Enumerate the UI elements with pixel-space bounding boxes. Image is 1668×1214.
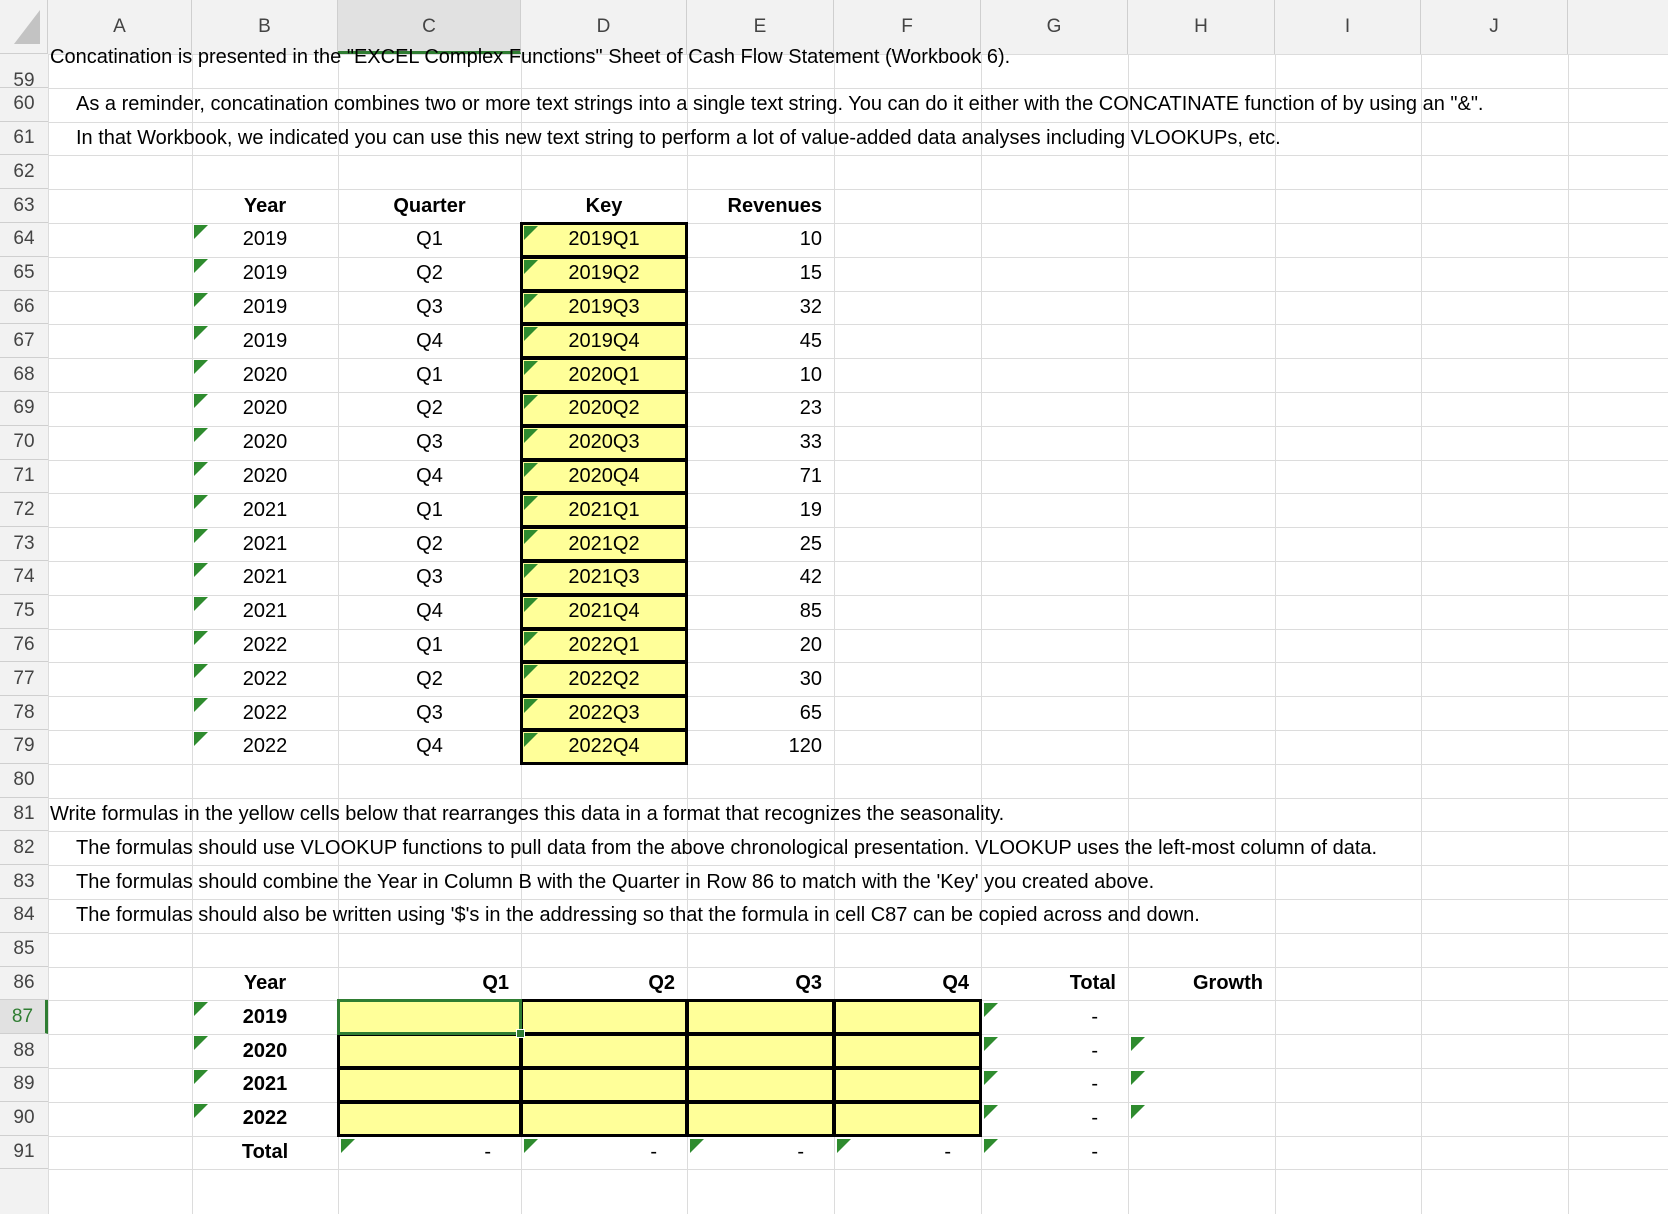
key-cell[interactable]: 2021Q3 <box>521 561 687 595</box>
year-cell[interactable]: 2022 <box>242 735 288 758</box>
row-total-cell[interactable]: - <box>1091 1005 1098 1028</box>
error-indicator-icon <box>524 564 538 578</box>
seasonal-input-cell[interactable] <box>834 1068 981 1102</box>
seasonal-input-cell[interactable] <box>687 1000 834 1034</box>
row-header-64[interactable]: 64 <box>0 223 48 257</box>
error-indicator-icon <box>524 496 538 510</box>
header-revenues: Revenues <box>727 194 822 217</box>
key-cell[interactable]: 2020Q1 <box>521 358 687 392</box>
text-row-83: The formulas should combine the Year in Column B with the Quarter in Row 86 to match with the 'Key' you created above. <box>76 870 1155 893</box>
row-header-82[interactable]: 82 <box>0 831 48 865</box>
year-cell[interactable]: 2019 <box>242 295 288 318</box>
row-header-59[interactable]: 59 <box>0 54 48 88</box>
error-indicator-icon <box>194 462 208 476</box>
key-cell[interactable]: 2019Q2 <box>521 257 687 291</box>
error-indicator-icon <box>194 1036 208 1050</box>
row-total-cell[interactable]: - <box>1091 1107 1098 1130</box>
text-row-59: Concatination is presented in the "EXCEL Complex Functions" Sheet of Cash Flow Statement (Workbook 6). <box>50 45 1011 68</box>
select-all-corner[interactable] <box>0 0 48 54</box>
revenue-cell[interactable]: 120 <box>788 735 822 758</box>
quarter-cell[interactable]: Q2 <box>416 667 443 690</box>
revenue-cell[interactable]: 71 <box>799 464 822 487</box>
column-total-cell[interactable]: - <box>797 1140 804 1163</box>
season-year-cell[interactable]: 2019 <box>242 1005 288 1028</box>
error-indicator-icon <box>194 259 208 273</box>
row-header-81[interactable]: 81 <box>0 798 48 832</box>
error-indicator-icon <box>194 631 208 645</box>
revenue-cell[interactable]: 42 <box>799 566 822 589</box>
quarter-cell[interactable]: Q2 <box>416 532 443 555</box>
seasonal-input-cell[interactable] <box>687 1068 834 1102</box>
quarter-cell[interactable]: Q3 <box>416 701 443 724</box>
row-header-68[interactable]: 68 <box>0 358 48 392</box>
row-header-75[interactable]: 75 <box>0 595 48 629</box>
grid-vline <box>48 54 49 1214</box>
row-header-83[interactable]: 83 <box>0 865 48 899</box>
revenue-cell[interactable]: 33 <box>799 431 822 454</box>
row-header-66[interactable]: 66 <box>0 291 48 325</box>
row-header-69[interactable]: 69 <box>0 392 48 426</box>
row-header-80[interactable]: 80 <box>0 764 48 798</box>
row-header-61[interactable]: 61 <box>0 122 48 156</box>
row-header-70[interactable]: 70 <box>0 426 48 460</box>
column-header-f[interactable]: F <box>834 0 981 54</box>
row-header-76[interactable]: 76 <box>0 629 48 663</box>
row-header-86[interactable]: 86 <box>0 967 48 1001</box>
error-indicator-icon <box>524 699 538 713</box>
error-indicator-icon <box>194 529 208 543</box>
quarter-cell[interactable]: Q1 <box>416 633 443 656</box>
revenue-cell[interactable]: 15 <box>799 262 822 285</box>
key-cell[interactable]: 2021Q2 <box>521 527 687 561</box>
year-cell[interactable]: 2020 <box>242 397 288 420</box>
error-indicator-icon <box>524 361 538 375</box>
column-header-e[interactable]: E <box>687 0 834 54</box>
row-header-65[interactable]: 65 <box>0 257 48 291</box>
error-indicator-icon <box>194 225 208 239</box>
column-header-d[interactable]: D <box>521 0 687 54</box>
row-header-71[interactable]: 71 <box>0 460 48 494</box>
column-header-a[interactable]: A <box>48 0 192 54</box>
key-cell[interactable]: 2022Q1 <box>521 629 687 663</box>
quarter-cell[interactable]: Q3 <box>416 431 443 454</box>
key-cell[interactable]: 2020Q3 <box>521 426 687 460</box>
error-indicator-icon <box>194 732 208 746</box>
row-header-60[interactable]: 60 <box>0 88 48 122</box>
error-indicator-icon <box>194 664 208 678</box>
season-total-label: Total <box>241 1140 289 1163</box>
seasonal-input-cell[interactable] <box>834 1102 981 1136</box>
season-year-cell[interactable]: 2021 <box>242 1073 288 1096</box>
year-cell[interactable]: 2021 <box>242 498 288 521</box>
row-header-73[interactable]: 73 <box>0 527 48 561</box>
error-indicator-icon <box>524 294 538 308</box>
season-year-cell[interactable]: 2020 <box>242 1039 288 1062</box>
revenue-cell[interactable]: 30 <box>799 667 822 690</box>
year-cell[interactable]: 2021 <box>242 532 288 555</box>
row-header-74[interactable]: 74 <box>0 561 48 595</box>
error-indicator-icon <box>194 394 208 408</box>
row-header-78[interactable]: 78 <box>0 696 48 730</box>
row-header-72[interactable]: 72 <box>0 493 48 527</box>
column-total-cell[interactable]: - <box>1091 1140 1098 1163</box>
seasonal-input-cell[interactable] <box>338 1034 521 1068</box>
seasonal-input-cell[interactable] <box>338 1068 521 1102</box>
key-cell[interactable]: 2022Q2 <box>521 662 687 696</box>
growth-cell[interactable] <box>1128 1000 1275 1034</box>
season-header-q1: Q1 <box>482 971 509 994</box>
column-header-g[interactable]: G <box>981 0 1128 54</box>
revenue-cell[interactable]: 65 <box>799 701 822 724</box>
revenue-cell[interactable]: 85 <box>799 600 822 623</box>
fill-handle[interactable] <box>516 1029 525 1038</box>
row-header-88[interactable]: 88 <box>0 1034 48 1068</box>
row-header-84[interactable]: 84 <box>0 899 48 933</box>
header-year: Year <box>243 194 287 217</box>
error-indicator-icon <box>194 698 208 712</box>
text-row-60: As a reminder, concatination combines two or more text strings into a single text string. You can do it either with the CONCATINATE function of by using an "&". <box>76 93 1484 116</box>
error-indicator-icon <box>524 530 538 544</box>
season-header-q2: Q2 <box>648 971 675 994</box>
row-header-67[interactable]: 67 <box>0 324 48 358</box>
year-cell[interactable]: 2019 <box>242 329 288 352</box>
season-header-q3: Q3 <box>795 971 822 994</box>
year-cell[interactable]: 2019 <box>242 228 288 251</box>
key-cell[interactable]: 2022Q3 <box>521 696 687 730</box>
grid-hline <box>48 764 1668 765</box>
quarter-cell[interactable]: Q2 <box>416 397 443 420</box>
quarter-cell[interactable]: Q4 <box>416 735 443 758</box>
year-cell[interactable]: 2020 <box>242 431 288 454</box>
quarter-cell[interactable]: Q1 <box>416 228 443 251</box>
error-indicator-icon <box>194 563 208 577</box>
seasonal-input-cell[interactable] <box>338 1000 521 1034</box>
error-indicator-icon <box>194 293 208 307</box>
season-header-q4: Q4 <box>942 971 969 994</box>
error-indicator-icon <box>194 597 208 611</box>
seasonal-input-cell[interactable] <box>687 1034 834 1068</box>
error-indicator-icon <box>194 1002 208 1016</box>
season-header-total: Total <box>1069 971 1116 994</box>
revenue-cell[interactable]: 23 <box>799 397 822 420</box>
year-cell[interactable]: 2022 <box>242 667 288 690</box>
error-indicator-icon <box>194 495 208 509</box>
row-header-91[interactable]: 91 <box>0 1136 48 1170</box>
text-row-61: In that Workbook, we indicated you can use this new text string to perform a lot of value-added data analyses including VLOOKUPs, etc. <box>76 126 1281 149</box>
row-header-85[interactable]: 85 <box>0 933 48 967</box>
year-cell[interactable]: 2021 <box>242 600 288 623</box>
text-row-81: Write formulas in the yellow cells below that rearranges this data in a format that recognizes the seasonality. <box>50 802 1005 825</box>
key-cell[interactable]: 2020Q4 <box>521 460 687 494</box>
column-header-i[interactable]: I <box>1275 0 1421 54</box>
revenue-cell[interactable]: 32 <box>799 295 822 318</box>
error-indicator-icon <box>524 395 538 409</box>
error-indicator-icon <box>524 665 538 679</box>
quarter-cell[interactable]: Q1 <box>416 498 443 521</box>
key-cell[interactable]: 2019Q1 <box>521 223 687 257</box>
column-header-c[interactable]: C <box>338 0 521 54</box>
year-cell[interactable]: 2022 <box>242 633 288 656</box>
growth-cell[interactable] <box>1128 1102 1275 1136</box>
revenue-cell[interactable]: 19 <box>799 498 822 521</box>
revenue-cell[interactable]: 10 <box>799 228 822 251</box>
error-indicator-icon <box>194 326 208 340</box>
season-header-year: Year <box>243 971 287 994</box>
seasonal-input-cell[interactable] <box>834 1034 981 1068</box>
header-quarter: Quarter <box>393 194 466 217</box>
error-indicator-icon <box>524 327 538 341</box>
grid-hline <box>48 933 1668 934</box>
row-header-89[interactable]: 89 <box>0 1068 48 1102</box>
key-cell[interactable]: 2021Q1 <box>521 493 687 527</box>
grid-vline <box>1275 54 1276 1214</box>
error-indicator-icon <box>194 1104 208 1118</box>
quarter-cell[interactable]: Q3 <box>416 295 443 318</box>
year-cell[interactable]: 2022 <box>242 701 288 724</box>
seasonal-input-cell[interactable] <box>338 1102 521 1136</box>
key-cell[interactable]: 2022Q4 <box>521 730 687 764</box>
quarter-cell[interactable]: Q2 <box>416 262 443 285</box>
key-cell[interactable]: 2020Q2 <box>521 392 687 426</box>
error-indicator-icon <box>194 360 208 374</box>
revenue-cell[interactable]: 25 <box>799 532 822 555</box>
error-indicator-icon <box>194 428 208 442</box>
header-key: Key <box>585 194 623 217</box>
error-indicator-icon <box>524 632 538 646</box>
year-cell[interactable]: 2019 <box>242 262 288 285</box>
seasonal-input-cell[interactable] <box>521 1034 687 1068</box>
row-header-63[interactable]: 63 <box>0 189 48 223</box>
growth-cell[interactable] <box>1128 1068 1275 1102</box>
column-total-cell[interactable]: - <box>484 1140 491 1163</box>
error-indicator-icon <box>524 463 538 477</box>
revenue-cell[interactable]: 20 <box>799 633 822 656</box>
grid-vline <box>1568 54 1569 1214</box>
quarter-cell[interactable]: Q3 <box>416 566 443 589</box>
grid-hline <box>48 155 1668 156</box>
key-cell[interactable]: 2021Q4 <box>521 595 687 629</box>
column-header-h[interactable]: H <box>1128 0 1275 54</box>
row-header-77[interactable]: 77 <box>0 662 48 696</box>
column-header-j[interactable]: J <box>1421 0 1568 54</box>
error-indicator-icon <box>524 260 538 274</box>
seasonal-input-cell[interactable] <box>687 1102 834 1136</box>
column-total-cell[interactable]: - <box>944 1140 951 1163</box>
quarter-cell[interactable]: Q4 <box>416 329 443 352</box>
row-header-79[interactable]: 79 <box>0 730 48 764</box>
row-total-cell[interactable]: - <box>1091 1039 1098 1062</box>
column-total-cell[interactable]: - <box>650 1140 657 1163</box>
year-cell[interactable]: 2020 <box>242 363 288 386</box>
grid-hline <box>48 1169 1668 1170</box>
error-indicator-icon <box>524 733 538 747</box>
growth-cell[interactable] <box>1128 1034 1275 1068</box>
seasonal-input-cell[interactable] <box>521 1068 687 1102</box>
season-header-growth: Growth <box>1193 971 1263 994</box>
error-indicator-icon <box>524 598 538 612</box>
key-cell[interactable]: 2019Q4 <box>521 324 687 358</box>
row-header-87[interactable]: 87 <box>0 1000 48 1034</box>
error-indicator-icon <box>524 226 538 240</box>
quarter-cell[interactable]: Q1 <box>416 363 443 386</box>
seasonal-input-cell[interactable] <box>834 1000 981 1034</box>
text-row-82: The formulas should use VLOOKUP functions to pull data from the above chronological presentation. VLOOKUP uses the left-most column of data. <box>76 836 1378 859</box>
error-indicator-icon <box>524 429 538 443</box>
text-row-84: The formulas should also be written using '$'s in the addressing so that the formula in cell C87 can be copied across and down. <box>76 904 1200 927</box>
year-cell[interactable]: 2020 <box>242 464 288 487</box>
error-indicator-icon <box>194 1070 208 1084</box>
row-total-cell[interactable]: - <box>1091 1073 1098 1096</box>
revenue-cell[interactable]: 45 <box>799 329 822 352</box>
select-all-triangle-icon <box>14 10 40 44</box>
seasonal-input-cell[interactable] <box>521 1000 687 1034</box>
row-header-90[interactable]: 90 <box>0 1102 48 1136</box>
grid-vline <box>1421 54 1422 1214</box>
column-header-b[interactable]: B <box>192 0 338 54</box>
seasonal-input-cell[interactable] <box>521 1102 687 1136</box>
quarter-cell[interactable]: Q4 <box>416 464 443 487</box>
season-year-cell[interactable]: 2022 <box>242 1107 288 1130</box>
year-cell[interactable]: 2021 <box>242 566 288 589</box>
quarter-cell[interactable]: Q4 <box>416 600 443 623</box>
row-header-62[interactable]: 62 <box>0 155 48 189</box>
key-cell[interactable]: 2019Q3 <box>521 291 687 325</box>
revenue-cell[interactable]: 10 <box>799 363 822 386</box>
